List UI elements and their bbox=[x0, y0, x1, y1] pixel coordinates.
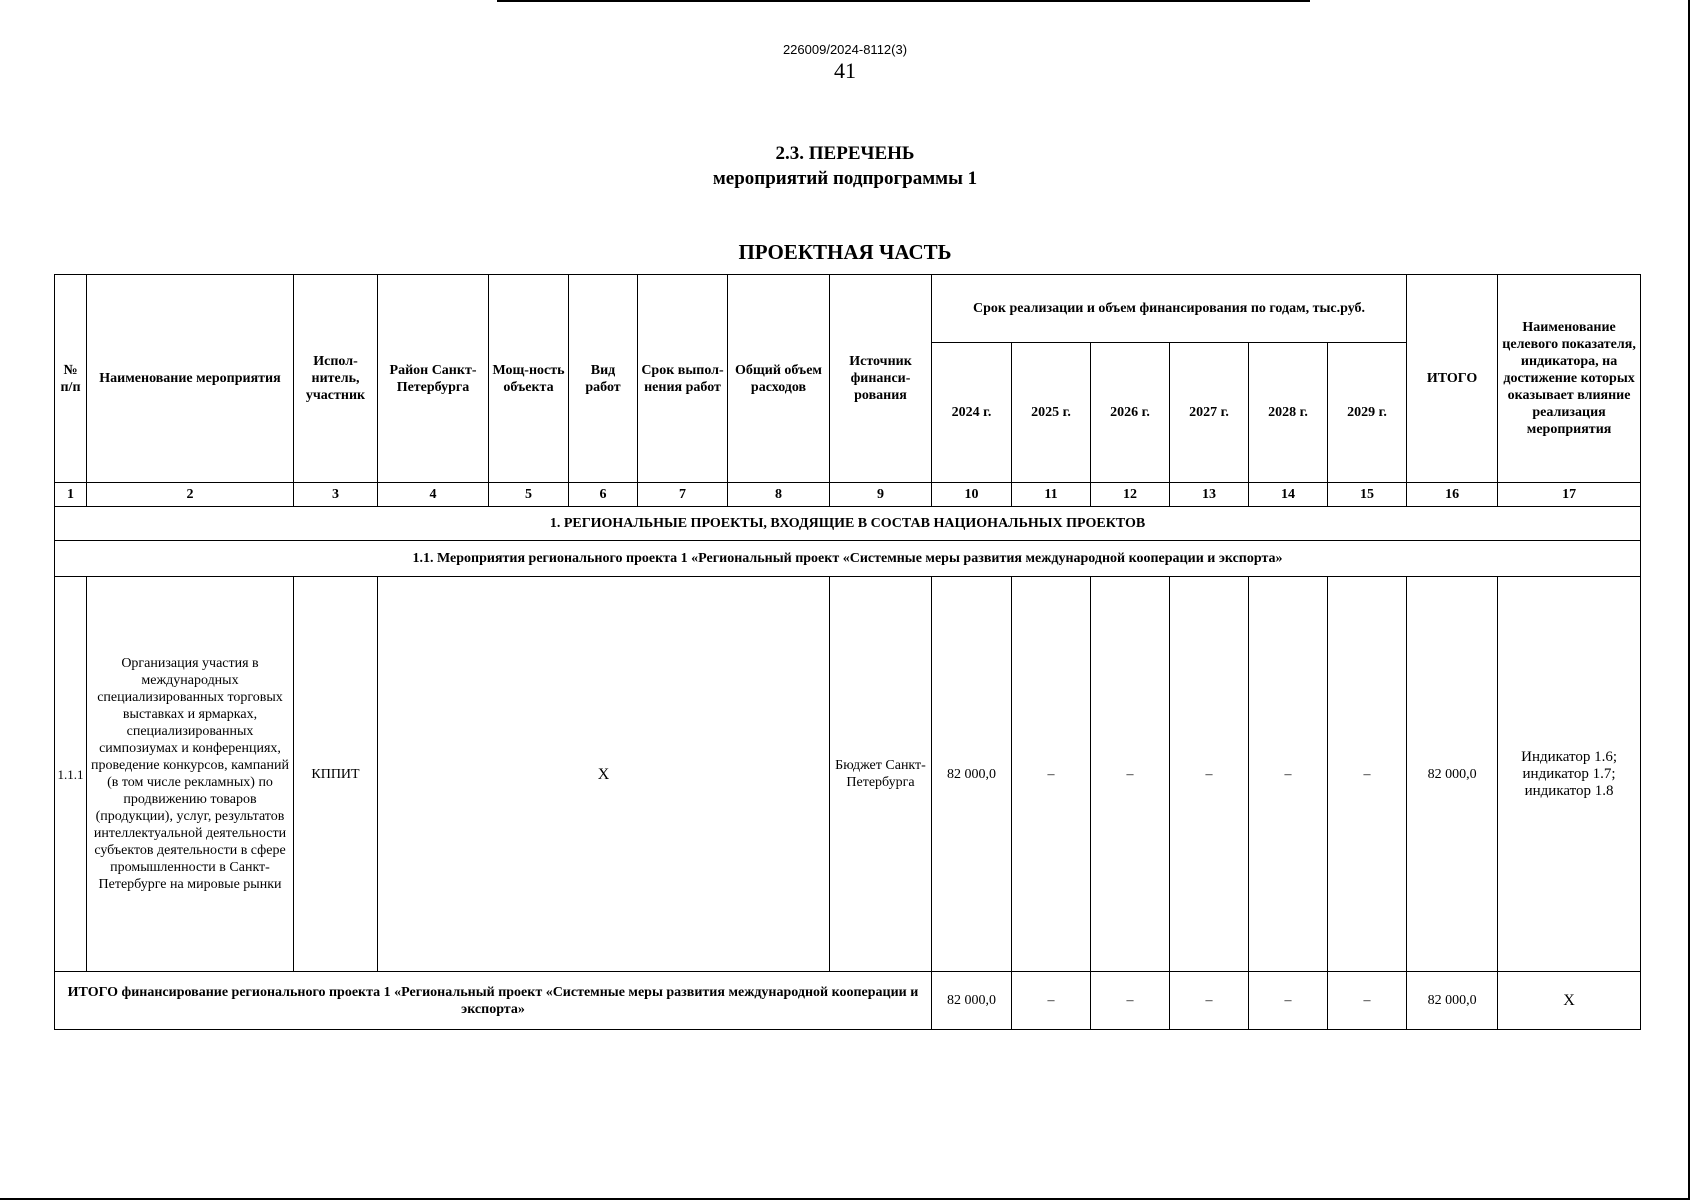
col-header-district: Район Санкт-Петербурга bbox=[378, 275, 489, 483]
col-header-work-type: Вид работ bbox=[569, 275, 638, 483]
col-header-year-2029: 2029 г. bbox=[1328, 343, 1407, 483]
amount-2024: 82 000,0 bbox=[932, 577, 1012, 972]
total-2027: – bbox=[1170, 972, 1249, 1030]
executor: КППИТ bbox=[294, 577, 378, 972]
col-number: 14 bbox=[1249, 483, 1328, 507]
col-header-year-2026: 2026 г. bbox=[1091, 343, 1170, 483]
total-2026: – bbox=[1091, 972, 1170, 1030]
col-header-year-2028: 2028 г. bbox=[1249, 343, 1328, 483]
col-header-year-2025: 2025 г. bbox=[1012, 343, 1091, 483]
total-2028: – bbox=[1249, 972, 1328, 1030]
col-number: 10 bbox=[932, 483, 1012, 507]
col-number: 5 bbox=[489, 483, 569, 507]
indicator-names: Индикатор 1.6; индикатор 1.7; индикатор 1.8 bbox=[1498, 577, 1641, 972]
not-applicable-mark: Х bbox=[378, 577, 830, 972]
total-label: ИТОГО финансирование регионального проекта 1 «Региональный проект «Системные меры развития международной кооперации и экспорта» bbox=[55, 972, 932, 1030]
col-number: 8 bbox=[728, 483, 830, 507]
col-header-executor: Испол-нитель, участник bbox=[294, 275, 378, 483]
col-number: 2 bbox=[87, 483, 294, 507]
subsection-1-1-heading: 1.1. Мероприятия регионального проекта 1 «Региональный проект «Системные меры развития международной кооперации и экспорта» bbox=[55, 541, 1641, 577]
amount-2026: – bbox=[1091, 577, 1170, 972]
col-number: 17 bbox=[1498, 483, 1641, 507]
amount-2025: – bbox=[1012, 577, 1091, 972]
amount-2028: – bbox=[1249, 577, 1328, 972]
col-header-year-2027: 2027 г. bbox=[1170, 343, 1249, 483]
document-title: 2.3. ПЕРЕЧЕНЬ bbox=[775, 143, 915, 164]
col-number: 12 bbox=[1091, 483, 1170, 507]
total-2025: – bbox=[1012, 972, 1091, 1030]
col-number: 15 bbox=[1328, 483, 1407, 507]
col-header-year-2024: 2024 г. bbox=[932, 343, 1012, 483]
col-header-itogo: ИТОГО bbox=[1407, 275, 1498, 483]
funding-source: Бюджет Санкт-Петербурга bbox=[830, 577, 932, 972]
total-indicator: Х bbox=[1498, 972, 1641, 1030]
document-number: 226009/2024-8112(3) bbox=[782, 42, 908, 57]
col-number: 6 bbox=[569, 483, 638, 507]
col-number: 9 bbox=[830, 483, 932, 507]
col-number: 11 bbox=[1012, 483, 1091, 507]
section-title: ПРОЕКТНАЯ ЧАСТЬ bbox=[738, 240, 952, 264]
col-header-source: Источник финанси-рования bbox=[830, 275, 932, 483]
activities-table bbox=[54, 274, 1641, 1030]
col-header-total-cost: Общий объем расходов bbox=[728, 275, 830, 483]
col-header-period-group: Срок реализации и объем финансирования по годам, тыс.руб. bbox=[932, 275, 1407, 343]
col-number: 1 bbox=[55, 483, 87, 507]
col-header-capacity: Мощ-ность объекта bbox=[489, 275, 569, 483]
col-header-no: № п/п bbox=[55, 275, 87, 483]
row-number: 1.1.1 bbox=[55, 577, 87, 972]
col-header-name: Наименование мероприятия bbox=[87, 275, 294, 483]
page-number: 41 bbox=[834, 58, 856, 83]
total-2024: 82 000,0 bbox=[932, 972, 1012, 1030]
col-number: 13 bbox=[1170, 483, 1249, 507]
scan-top-line bbox=[497, 0, 1310, 2]
document-subtitle: мероприятий подпрограммы 1 bbox=[712, 168, 978, 189]
amount-2029: – bbox=[1328, 577, 1407, 972]
col-header-deadline: Срок выпол-нения работ bbox=[638, 275, 728, 483]
col-number: 7 bbox=[638, 483, 728, 507]
total-2029: – bbox=[1328, 972, 1407, 1030]
column-numbers-row bbox=[55, 483, 1641, 507]
amount-itogo: 82 000,0 bbox=[1407, 577, 1498, 972]
col-number: 16 bbox=[1407, 483, 1498, 507]
col-header-indicator: Наименование целевого показателя, индикатора, на достижение которых оказывает влияние реализация мероприятия bbox=[1498, 275, 1641, 483]
total-row bbox=[55, 972, 1641, 1030]
section-1-heading: 1. РЕГИОНАЛЬНЫЕ ПРОЕКТЫ, ВХОДЯЩИЕ В СОСТАВ НАЦИОНАЛЬНЫХ ПРОЕКТОВ bbox=[55, 507, 1641, 541]
col-number: 4 bbox=[378, 483, 489, 507]
col-number: 3 bbox=[294, 483, 378, 507]
activity-name: Организация участия в международных специализированных торговых выставках и ярмарках, специализированных симпозиумах и конференциях, проведение конкурсов, кампаний (в том числе рекламных) по продвижению товаров (продукции), услуг, результатов интеллектуальной деятельности субъектов деятельности в сфере промышленности в Санкт-Петербурге на мировые рынки bbox=[87, 577, 294, 972]
table-row bbox=[55, 577, 1641, 972]
amount-2027: – bbox=[1170, 577, 1249, 972]
total-itogo: 82 000,0 bbox=[1407, 972, 1498, 1030]
